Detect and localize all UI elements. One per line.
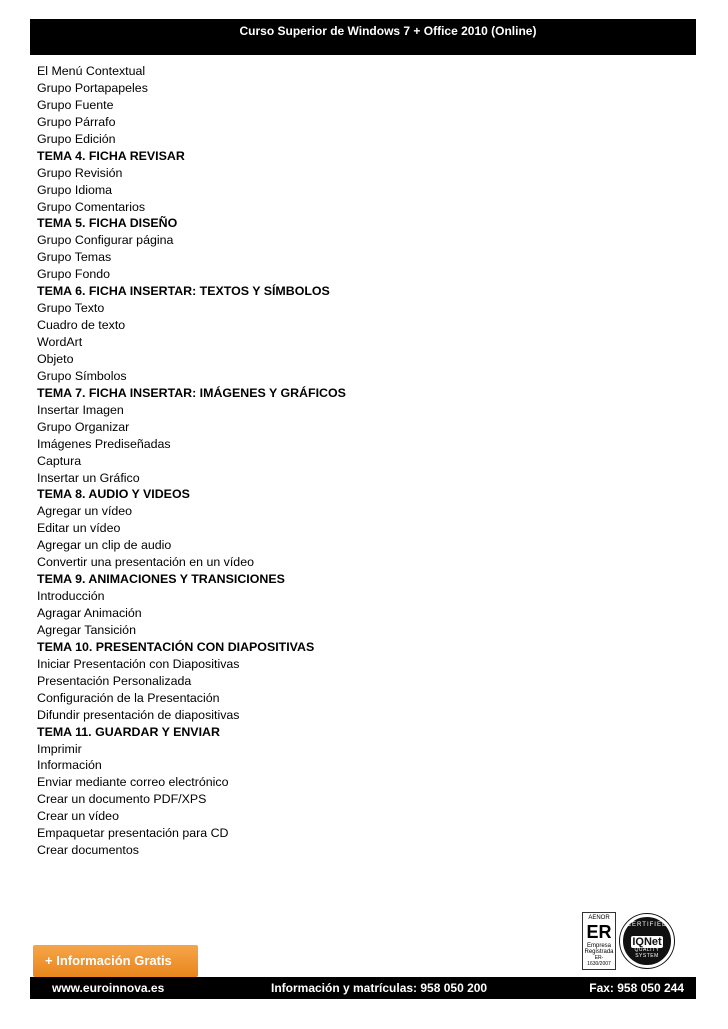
footer-bar bbox=[30, 977, 696, 999]
list-item: Grupo Edición bbox=[37, 131, 116, 146]
list-item: Captura bbox=[37, 453, 82, 468]
list-item: Agregar un clip de audio bbox=[37, 538, 172, 553]
iqnet-top: CERTIFIED bbox=[626, 922, 668, 928]
list-item: Enviar mediante correo electrónico bbox=[37, 775, 229, 790]
list-item: Grupo Organizar bbox=[37, 419, 130, 434]
list-item: Insertar Imagen bbox=[37, 402, 124, 417]
section-heading: TEMA 5. FICHA DISEÑO bbox=[37, 216, 178, 231]
aenor-label: AENOR bbox=[588, 915, 610, 921]
list-item: Imágenes Prediseñadas bbox=[37, 436, 171, 451]
aenor-mark: ER bbox=[586, 922, 612, 942]
list-item: Grupo Símbolos bbox=[37, 368, 127, 383]
list-item: Agragar Animación bbox=[37, 606, 142, 620]
website-link[interactable]: www.euroinnova.es bbox=[52, 981, 165, 995]
more-info-button[interactable]: + Información Gratis bbox=[33, 945, 198, 977]
list-item: Información bbox=[37, 758, 102, 773]
section-heading: TEMA 7. FICHA INSERTAR: IMÁGENES Y GRÁFICOS bbox=[37, 385, 346, 400]
certification-logos bbox=[582, 912, 674, 972]
fax-number: Fax: 958 050 244 bbox=[589, 981, 684, 995]
header-bar bbox=[30, 19, 696, 55]
list-item: Grupo Párrafo bbox=[37, 114, 116, 129]
enrollment-phone: Información y matrículas: 958 050 200 bbox=[271, 981, 488, 995]
list-item: El Menú Contextual bbox=[37, 64, 146, 78]
list-item: Agregar Tansición bbox=[37, 622, 136, 637]
section-heading: TEMA 11. GUARDAR Y ENVIAR bbox=[37, 724, 220, 739]
list-item: WordArt bbox=[37, 335, 83, 349]
section-heading: TEMA 8. AUDIO Y VIDEOS bbox=[37, 487, 190, 502]
list-item: Grupo Fuente bbox=[37, 97, 114, 112]
list-item: Grupo Portapapeles bbox=[37, 80, 148, 95]
course-title: Curso Superior de Windows 7 + Office 2010 (Online) bbox=[239, 24, 537, 38]
list-item: Empaquetar presentación para CD bbox=[37, 826, 229, 841]
list-item: Difundir presentación de diapositivas bbox=[37, 707, 240, 722]
list-item: Grupo Idioma bbox=[37, 182, 113, 197]
list-item: Grupo Revisión bbox=[37, 165, 123, 180]
list-item: Grupo Configurar página bbox=[37, 233, 174, 248]
list-item: Iniciar Presentación con Diapositivas bbox=[37, 656, 240, 671]
section-heading: TEMA 10. PRESENTACIÓN CON DIAPOSITIVAS bbox=[37, 639, 315, 654]
list-item: Convertir una presentación en un vídeo bbox=[37, 555, 254, 570]
list-item: Editar un vídeo bbox=[37, 521, 121, 536]
iqnet-bottom: QUALITY SYSTEM bbox=[634, 947, 660, 959]
list-item: Cuadro de texto bbox=[37, 318, 126, 333]
list-item: Grupo Fondo bbox=[37, 267, 111, 282]
list-item: Grupo Temas bbox=[37, 250, 112, 265]
aenor-logo bbox=[582, 912, 616, 970]
section-heading: TEMA 4. FICHA REVISAR bbox=[37, 148, 185, 163]
list-item: Introducción bbox=[37, 589, 105, 604]
list-item: Objeto bbox=[37, 351, 74, 366]
iqnet-seal-icon bbox=[620, 914, 674, 968]
list-item: Insertar un Gráfico bbox=[37, 470, 140, 485]
list-item: Crear un documento PDF/XPS bbox=[37, 792, 207, 807]
iqnet-name: IQNet bbox=[632, 936, 662, 948]
section-heading: TEMA 6. FICHA INSERTAR: TEXTOS Y SÍMBOLOS bbox=[37, 284, 330, 299]
syllabus-list bbox=[37, 63, 677, 859]
section-heading: TEMA 9. ANIMACIONES Y TRANSICIONES bbox=[37, 572, 285, 587]
aenor-sub: Empresa Registrada bbox=[584, 943, 614, 955]
list-item: Presentación Personalizada bbox=[37, 673, 192, 688]
list-item: Grupo Texto bbox=[37, 301, 105, 316]
aenor-number: ER-1630/2007 bbox=[587, 955, 611, 967]
list-item: Crear documentos bbox=[37, 843, 139, 858]
list-item: Configuración de la Presentación bbox=[37, 690, 220, 705]
list-item: Crear un vídeo bbox=[37, 809, 119, 824]
list-item: Agregar un vídeo bbox=[37, 504, 133, 519]
list-item: Grupo Comentarios bbox=[37, 199, 146, 214]
list-item: Imprimir bbox=[37, 741, 82, 756]
